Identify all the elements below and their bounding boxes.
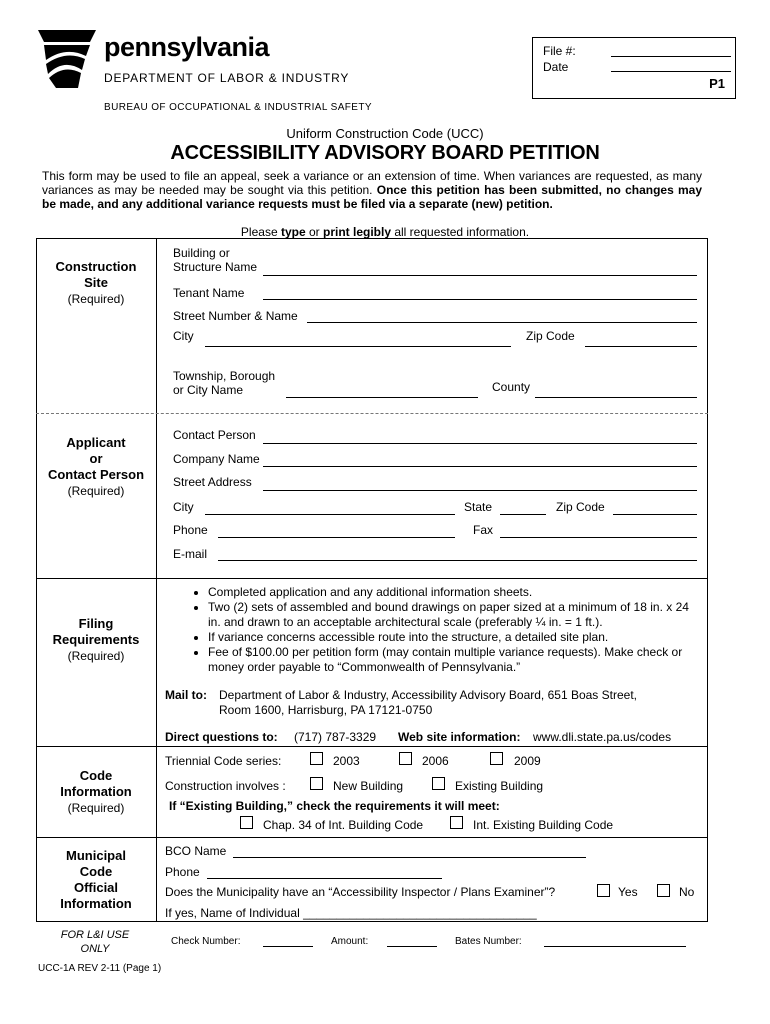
tenant-name-field[interactable]: [263, 299, 697, 300]
heading-line: Information: [60, 896, 132, 911]
filing-item: • Two (2) sets of assembled and bound drawings on paper sized at a minimum of 18 in. x 24 in. and drawn to an acceptable architectural scale (preferably ¼ in. = 1 ft.).: [208, 600, 700, 630]
heading-line: Requirements: [52, 632, 140, 647]
heading-line: Site: [84, 275, 108, 290]
label-2009: 2009: [514, 754, 541, 768]
brand-name: pennsylvania: [104, 32, 270, 62]
instructions-type: type: [280, 225, 306, 239]
no-label: No: [679, 885, 695, 899]
heading-line: Official: [73, 880, 119, 895]
email-field[interactable]: [218, 560, 697, 561]
required-note: (Required): [67, 292, 125, 306]
heading-line: Construction: [55, 259, 137, 274]
checkbox-no[interactable]: [657, 884, 670, 897]
checkbox-2006[interactable]: [399, 752, 412, 765]
instructions-print: print legibly: [322, 225, 391, 239]
contact-person-label: Contact Person: [173, 428, 256, 442]
heading-line: Code: [79, 864, 113, 879]
municipal-phone-label: Phone: [165, 865, 200, 879]
applicant-street-label: Street Address: [173, 475, 252, 489]
date-label: Date: [543, 60, 569, 74]
direct-phone: (717) 787-3329: [294, 730, 377, 744]
department-name: DEPARTMENT OF LABOR & INDUSTRY: [104, 71, 350, 85]
instructions-text: Please: [240, 225, 281, 239]
county-label: County: [492, 380, 531, 394]
construction-site-heading: [38, 259, 154, 307]
applicant-city-field[interactable]: [205, 514, 455, 515]
pennsylvania-keystone-logo: [36, 28, 98, 90]
building-label-2: Structure Name: [173, 260, 258, 274]
mail-address-line-1: Department of Labor & Industry, Accessibility Advisory Board, 651 Boas Street,: [219, 688, 637, 702]
applicant-phone-field[interactable]: [218, 537, 455, 538]
section-divider: [156, 238, 157, 922]
heading-line: Code: [79, 768, 113, 783]
filing-heading: [38, 616, 154, 664]
instructions-line: [0, 225, 770, 239]
chap34-label: Chap. 34 of Int. Building Code: [263, 818, 424, 832]
county-field[interactable]: [535, 397, 697, 398]
checkbox-2009[interactable]: [490, 752, 503, 765]
existing-building-label: Existing Building: [455, 779, 544, 793]
instructions-or: or: [305, 225, 323, 239]
check-number-field[interactable]: [263, 946, 313, 947]
tenant-label: Tenant Name: [173, 286, 245, 300]
municipal-heading: [38, 848, 154, 912]
new-building-label: New Building: [333, 779, 404, 793]
applicant-city-label: City: [173, 500, 194, 514]
heading-line: or: [89, 451, 103, 466]
filing-item: • Fee of $100.00 per petition form (may contain multiple variance requests). Make check or money order payable to “Commonwealth of Pennsylvania.”: [208, 645, 700, 675]
checkbox-chap34[interactable]: [240, 816, 253, 829]
heading-line: Information: [60, 784, 132, 799]
site-zip-field[interactable]: [585, 346, 697, 347]
mail-address-line-2: Room 1600, Harrisburg, PA 17121-0750: [219, 703, 433, 717]
individual-name-line[interactable]: If yes, Name of Individual ___________________________________: [165, 906, 537, 920]
code-info-heading: [38, 768, 154, 816]
divider-filing: [36, 578, 708, 579]
label-2003: 2003: [333, 754, 360, 768]
instructions-rest: all requested information.: [391, 225, 530, 239]
construction-involves-label: Construction involves :: [165, 779, 286, 793]
required-note: (Required): [67, 801, 125, 815]
township-label-2: or City Name: [173, 383, 244, 397]
yes-label: Yes: [618, 885, 638, 899]
filing-requirements-list: [190, 585, 700, 675]
triennial-label: Triennial Code series:: [165, 754, 282, 768]
file-number-label: File #:: [543, 44, 576, 58]
applicant-zip-field[interactable]: [613, 514, 697, 515]
file-info-box: [532, 37, 736, 99]
site-city-label: City: [173, 329, 194, 343]
bates-number-field[interactable]: [544, 946, 686, 947]
checkbox-existing-building[interactable]: [432, 777, 445, 790]
website-link[interactable]: www.dli.state.pa.us/codes: [533, 730, 672, 744]
inspector-question: Does the Municipality have an “Accessibility Inspector / Plans Examiner”?: [165, 885, 556, 899]
intro-paragraph: [42, 169, 702, 211]
township-label-1: Township, Borough: [173, 369, 276, 383]
mail-to-label: Mail to:: [165, 688, 207, 702]
heading-line: Contact Person: [47, 467, 145, 482]
if-existing-note: If “Existing Building,” check the requirements it will meet:: [169, 799, 500, 813]
checkbox-2003[interactable]: [310, 752, 323, 765]
intro-text: This form may be used to file an appeal, seek a variance or an extension of time. When variances are requested, as many variances as may be needed may be sought via this petition.: [42, 169, 702, 197]
township-field[interactable]: [286, 397, 478, 398]
applicant-street-field[interactable]: [263, 490, 697, 491]
label-2006: 2006: [422, 754, 449, 768]
contact-person-field[interactable]: [263, 443, 697, 444]
intro-bold-text: Once this petition has been submitted, no changes may be made, and any additional variance requests must be filed via a separate (new) petition.: [42, 183, 702, 211]
site-street-field[interactable]: [307, 322, 697, 323]
email-label: E-mail: [173, 547, 208, 561]
applicant-state-field[interactable]: [500, 514, 546, 515]
check-number-label: Check Number:: [171, 936, 241, 947]
checkbox-new-building[interactable]: [310, 777, 323, 790]
company-field[interactable]: [263, 466, 697, 467]
applicant-state-label: State: [464, 500, 493, 514]
company-label: Company Name: [173, 452, 260, 466]
applicant-phone-label: Phone: [173, 523, 208, 537]
applicant-fax-label: Fax: [473, 523, 494, 537]
form-title: ACCESSIBILITY ADVISORY BOARD PETITION: [170, 142, 600, 164]
applicant-zip-label: Zip Code: [556, 500, 605, 514]
heading-line: Filing: [78, 616, 114, 631]
amount-label: Amount:: [331, 936, 369, 947]
website-label: Web site information:: [398, 730, 521, 744]
site-zip-label: Zip Code: [526, 329, 575, 343]
bco-name-field[interactable]: [233, 857, 586, 858]
checkbox-yes[interactable]: [597, 884, 610, 897]
heading-line: Municipal: [66, 848, 126, 863]
file-number-field[interactable]: [611, 56, 731, 57]
applicant-heading: [38, 435, 154, 499]
page-code: P1: [709, 76, 725, 91]
bureau-name: BUREAU OF OCCUPATIONAL & INDUSTRIAL SAFETY: [104, 102, 372, 113]
required-note: (Required): [67, 649, 125, 663]
required-note: (Required): [67, 484, 125, 498]
filing-item: • Completed application and any additional information sheets.: [208, 585, 700, 600]
amount-field[interactable]: [387, 946, 437, 947]
divider-municipal: [36, 837, 708, 838]
checkbox-int-existing[interactable]: [450, 816, 463, 829]
li-use-only-label: [40, 928, 150, 956]
li-use-line: FOR L&I USE: [60, 929, 130, 941]
building-label-1: Building or: [173, 246, 230, 260]
divider-applicant: [36, 413, 708, 414]
municipal-phone-field[interactable]: [207, 878, 442, 879]
site-city-field[interactable]: [205, 346, 511, 347]
form-subtitle: Uniform Construction Code (UCC): [286, 126, 484, 141]
date-field[interactable]: [611, 71, 731, 72]
heading-line: Applicant: [66, 435, 126, 450]
building-name-field[interactable]: [263, 275, 697, 276]
bates-number-label: Bates Number:: [455, 936, 522, 947]
form-id: UCC-1A REV 2-11 (Page 1): [38, 963, 162, 974]
applicant-fax-field[interactable]: [500, 537, 697, 538]
filing-item: • If variance concerns accessible route into the structure, a detailed site plan.: [208, 630, 700, 645]
bco-name-label: BCO Name: [165, 844, 227, 858]
li-use-line: ONLY: [80, 943, 110, 955]
divider-code: [36, 746, 708, 747]
int-existing-label: Int. Existing Building Code: [473, 818, 614, 832]
site-street-label: Street Number & Name: [173, 309, 298, 323]
direct-questions-label: Direct questions to:: [165, 730, 278, 744]
